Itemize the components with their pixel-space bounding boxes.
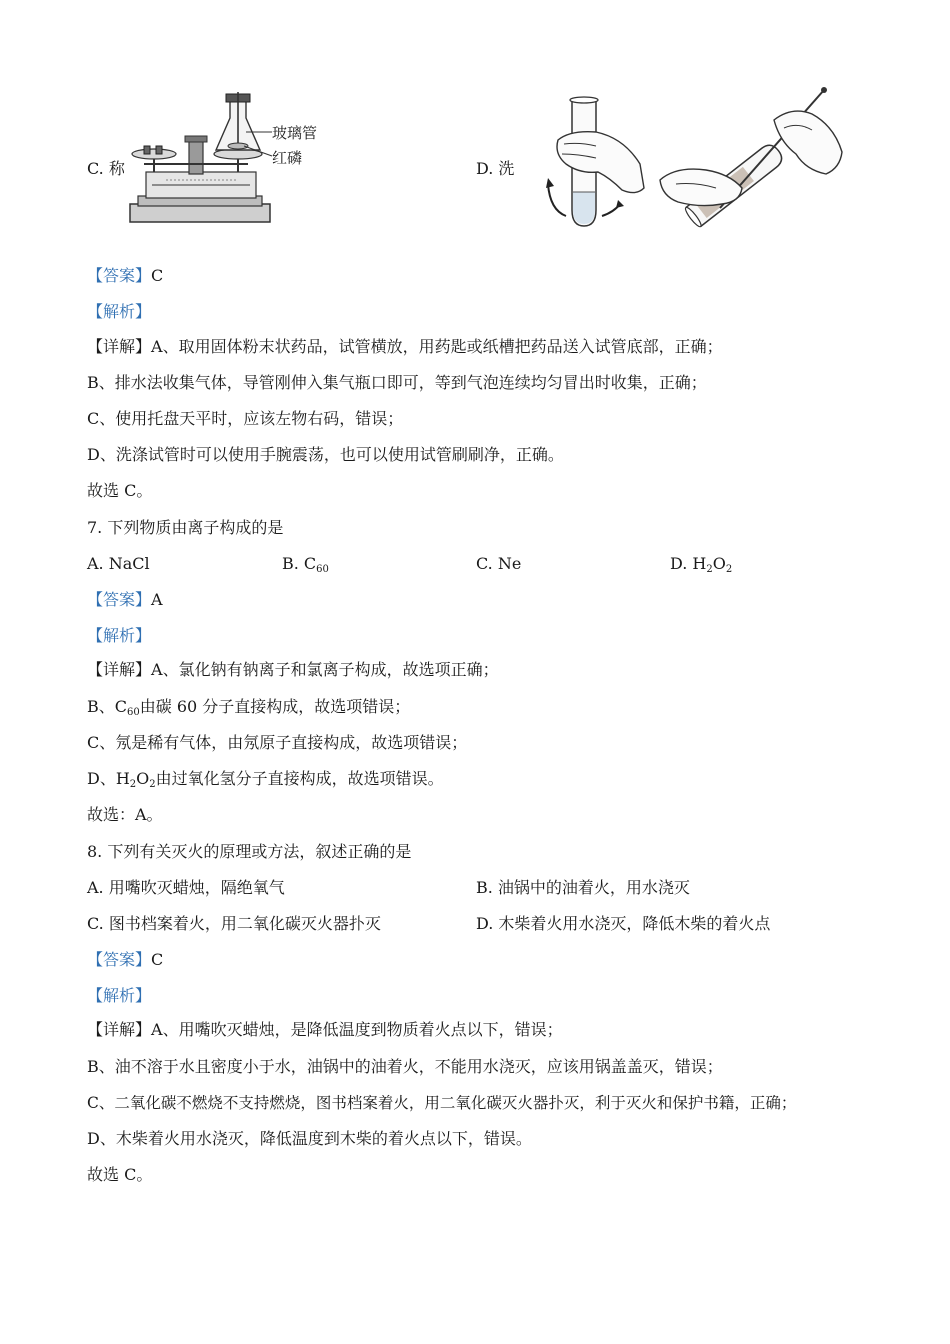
option-d-label: D. 洗 [476,159,515,178]
q7-detail-4 [87,769,444,789]
q8-option-b: B. 油锅中的油着火，用水浇灭 [476,878,690,897]
red-phosphorus-label: 红磷 [272,149,303,167]
q6-analysis-tag: 【解析】 [87,302,152,321]
glass-tube-label: 玻璃管 [272,124,318,142]
test-tube-brush-illustration [656,84,846,232]
option-c-label: C. 称 [87,159,125,178]
option-text: O [712,554,726,573]
q8-option-d: D. 木柴着火用水浇灭，降低木柴的着火点 [476,914,771,933]
detail-text: O [136,769,150,788]
detail-text: A、氯化钠有钠离子和氯离子构成，故选项正确； [151,660,499,679]
q7-option-c: C. Ne [476,554,522,573]
q7-detail-2 [87,697,410,717]
q6-detail-1 [87,337,723,357]
q7-option-b [282,554,329,574]
q8-option-c: C. 图书档案着火，用二氧化碳灭火器扑灭 [87,914,381,933]
q8-stem: 8. 下列有关灭火的原理或方法，叙述正确的是 [87,842,412,861]
answer-value: C [151,950,164,969]
q6-detail-3: C、使用托盘天平时，应该左物右码，错误； [87,409,404,428]
detail-tag: 【详解】 [87,1020,152,1039]
detail-text: D、H [87,769,130,788]
q7-detail-1 [87,660,499,680]
answer-tag: 【答案】 [87,266,152,285]
q8-detail-3: C、二氧化碳不燃烧不支持燃烧，图书档案着火，用二氧化碳灭火器扑灭，利于灭火和保护书籍，正确； [87,1094,797,1112]
detail-text: B、C [87,697,128,716]
q6-detail-2: B、排水法收集气体，导管刚伸入集气瓶口即可，等到气泡连续均匀冒出时收集，正确； [87,373,707,392]
q7-analysis-tag: 【解析】 [87,626,152,645]
q8-detail-1 [87,1020,563,1040]
answer-value: C [151,266,164,285]
detail-text: A、取用固体粉末状药品，试管横放，用药匙或纸槽把药品送入试管底部，正确； [151,337,723,356]
subscript: 2 [129,779,137,790]
q7-answer [87,590,163,610]
q8-conclusion: 故选 C。 [87,1165,153,1184]
option-text: D. H [670,554,707,573]
answer-tag: 【答案】 [87,590,152,609]
subscript: 2 [725,564,733,575]
q8-detail-4: D、木柴着火用水浇灭，降低温度到木柴的着火点以下，错误。 [87,1129,532,1148]
q6-answer [87,266,163,286]
q7-option-d [670,554,732,574]
detail-tag: 【详解】 [87,337,152,356]
answer-tag: 【答案】 [87,950,152,969]
detail-text: 由过氧化氢分子直接构成，故选项错误。 [155,769,444,788]
q8-analysis-tag: 【解析】 [87,986,152,1005]
q7-detail-3: C、氖是稀有气体，由氖原子直接构成，故选项错误； [87,733,468,752]
detail-text: 由碳 60 分子直接构成，故选项错误； [139,697,411,716]
q7-conclusion: 故选：A。 [87,805,163,824]
q8-answer [87,950,163,970]
subscript: 60 [316,564,329,575]
q6-detail-4: D、洗涤试管时可以使用手腕震荡，也可以使用试管刷刷净，正确。 [87,445,564,464]
q8-detail-2: B、油不溶于水且密度小于水，油锅中的油着火，不能用水浇灭，应该用锅盖盖灭，错误； [87,1057,723,1076]
subscript: 2 [706,564,713,575]
subscript: 60 [127,707,140,718]
shaking-test-tube-illustration [540,92,650,232]
option-text: B. C [282,554,317,573]
detail-tag: 【详解】 [87,660,152,679]
q7-option-a: A. NaCl [87,554,150,573]
detail-text: A、用嘴吹灭蜡烛，是降低温度到物质着火点以下，错误； [151,1020,563,1039]
q7-stem: 7. 下列物质由离子构成的是 [87,518,284,537]
subscript: 2 [149,779,156,790]
answer-value: A [151,590,163,609]
q6-conclusion: 故选 C。 [87,481,153,500]
q8-option-a: A. 用嘴吹灭蜡烛，隔绝氧气 [87,878,285,897]
